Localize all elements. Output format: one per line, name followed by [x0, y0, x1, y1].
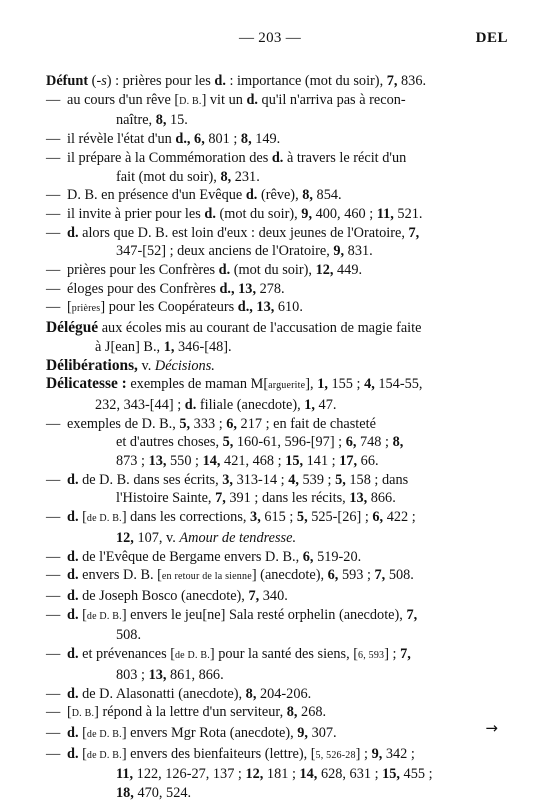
- text-run: 421, 468 ;: [220, 453, 286, 470]
- text-run: 7,: [386, 73, 398, 89]
- text-run: 7,: [400, 646, 411, 663]
- page-number: — 203 —: [238, 30, 302, 46]
- index-subentry: [46, 703, 500, 724]
- text-run: 158 ; dans: [345, 471, 409, 488]
- text-run: 347-[52] ; deux anciens de l'Oratoire,: [116, 243, 334, 260]
- index-subentry: [46, 130, 500, 149]
- text-run: 12,: [116, 529, 134, 546]
- text-run: 149.: [251, 131, 281, 148]
- text-run: : importance (mot du soir),: [225, 73, 387, 89]
- text-run: 400, 460 ;: [312, 205, 377, 222]
- text-run: 5, 526-28: [315, 749, 356, 761]
- text-run: D. B.: [179, 95, 202, 107]
- entry-line: [67, 91, 500, 112]
- text-run: 6, 593: [358, 650, 385, 662]
- text-run: (mot du soir),: [230, 262, 316, 279]
- text-run: d.: [184, 396, 197, 413]
- text-run: d.: [67, 224, 79, 241]
- text-run: aux écoles mis au courant de l'accusation de magie faite: [98, 320, 422, 337]
- entry-line: [67, 745, 500, 766]
- text-run: d., 13,: [219, 280, 257, 297]
- index-subentry: [46, 566, 500, 587]
- index-entry-head: [46, 72, 500, 91]
- text-run: 422 ;: [383, 509, 416, 526]
- text-run: filiale (anecdote),: [196, 396, 305, 413]
- text-run: 6,: [327, 567, 339, 584]
- text-run: 15.: [166, 112, 188, 129]
- text-run: 5,: [296, 509, 308, 526]
- text-run: D. B. en présence d'un Evêque: [67, 187, 246, 204]
- text-run: 204-206.: [256, 685, 312, 702]
- text-run: 12,: [315, 262, 334, 279]
- subentry-dash: —: [46, 724, 61, 741]
- index-subentry: [46, 508, 500, 547]
- text-run: de D. B.: [174, 650, 210, 662]
- text-run: 803 ;: [116, 666, 149, 683]
- text-run: 8,: [245, 685, 257, 702]
- subentry-dash: —: [46, 471, 61, 488]
- text-run: de D. B.: [86, 728, 122, 740]
- subentry-dash: —: [46, 646, 61, 663]
- text-run: 346-[48].: [174, 338, 232, 355]
- text-run: ] pour les Coopérateurs: [100, 299, 238, 316]
- text-run: Décisions.: [154, 357, 215, 374]
- text-run: exemples de maman M[: [126, 376, 269, 393]
- text-run: 4,: [288, 471, 299, 488]
- text-run: 8,: [392, 434, 404, 451]
- text-run: 8,: [155, 112, 167, 129]
- text-run: 13,: [148, 453, 167, 470]
- text-run: alors que D. B. est loin d'eux : deux jeunes de l'Oratoire,: [78, 224, 409, 241]
- text-run: 232, 343-[44] ;: [95, 396, 185, 413]
- index-subentry: [46, 261, 500, 280]
- text-run: d.: [67, 509, 79, 526]
- text-run: il révèle l'état d'un: [67, 131, 176, 148]
- text-run: d.: [67, 548, 79, 565]
- index-subentry: [46, 186, 500, 205]
- text-run: en retour de la sienne: [161, 571, 252, 583]
- text-run: il prépare à la Commémoration des: [67, 149, 272, 166]
- text-run: 6,: [226, 415, 237, 432]
- index-subentry: [46, 205, 500, 224]
- text-run: qu'il n'arriva pas à recon-: [257, 91, 406, 108]
- running-head: DEL: [475, 30, 508, 46]
- index-subentry: [46, 224, 500, 261]
- text-run: ] (anecdote),: [251, 567, 328, 584]
- entry-continuation-line: [67, 765, 500, 784]
- text-run: 6,: [345, 434, 357, 451]
- text-run: 154-55,: [374, 376, 423, 393]
- text-run: 333 ;: [190, 415, 227, 432]
- subentry-dash: —: [46, 131, 61, 148]
- text-run: 340.: [259, 587, 288, 604]
- continued-arrow-icon: →: [485, 719, 498, 737]
- entry-line: [67, 645, 500, 666]
- text-run: envers D. B. [: [78, 567, 162, 584]
- text-run: [: [67, 299, 72, 316]
- index-entry-head: [46, 357, 500, 376]
- subentry-dash: —: [46, 704, 61, 721]
- text-run: 155 ;: [327, 376, 365, 393]
- text-run: 278.: [256, 280, 285, 297]
- text-run: 861, 866.: [166, 666, 224, 683]
- text-run: 6,: [372, 509, 384, 526]
- text-run: Défunt: [46, 73, 89, 89]
- entry-line: [67, 205, 500, 224]
- text-run: exemples de D. B.,: [67, 415, 180, 432]
- index-subentry: [46, 91, 500, 130]
- text-run: 539 ;: [298, 471, 336, 488]
- text-run: 11,: [376, 205, 394, 222]
- text-run: ] envers Mgr Rota (anecdote),: [121, 724, 298, 741]
- text-run: 15,: [285, 453, 304, 470]
- index-subentry: [46, 149, 500, 186]
- entry-continuation-line: [67, 489, 500, 508]
- index-subentry: [46, 606, 500, 645]
- text-run: 4,: [364, 376, 375, 393]
- subentry-dash: —: [46, 280, 61, 297]
- entry-line: [67, 130, 500, 149]
- text-run: 11,: [116, 766, 134, 783]
- entry-continuation-line: [67, 111, 500, 130]
- text-run: de D. B.: [86, 749, 122, 761]
- text-run: 9,: [297, 724, 309, 741]
- text-run: ],: [305, 376, 318, 393]
- text-run: 141 ;: [303, 453, 340, 470]
- text-run: 15,: [382, 766, 400, 783]
- subentry-dash: —: [46, 567, 61, 584]
- text-run: (rêve),: [257, 187, 303, 204]
- index-subentry: [46, 415, 500, 471]
- text-run: 9,: [301, 205, 313, 222]
- entry-continuation-line: [67, 784, 500, 803]
- text-run: 8,: [302, 187, 313, 204]
- text-run: éloges pour des Confrères: [67, 280, 220, 297]
- entry-line: [46, 319, 500, 338]
- index-subentry: [46, 471, 500, 508]
- text-run: 7,: [406, 606, 418, 623]
- text-run: 748 ;: [356, 434, 393, 451]
- text-run: 519-20.: [313, 548, 362, 565]
- entry-continuation-line: [67, 666, 500, 685]
- text-run: d., 13,: [237, 299, 275, 316]
- text-run: d.: [214, 73, 226, 89]
- entry-line: [67, 606, 500, 627]
- text-run: d.: [204, 205, 216, 222]
- text-run: 66.: [357, 453, 379, 470]
- index-subentry: [46, 587, 500, 606]
- text-run: [: [78, 509, 87, 526]
- text-run: 8,: [220, 168, 232, 185]
- entry-line: [67, 280, 500, 299]
- text-run: 593 ;: [338, 567, 375, 584]
- text-run: (mot du soir),: [215, 205, 302, 222]
- text-run: 801 ;: [204, 131, 241, 148]
- subentry-dash: —: [46, 415, 61, 432]
- text-run: d.: [67, 587, 79, 604]
- subentry-dash: —: [46, 149, 61, 166]
- subentry-dash: —: [46, 745, 61, 762]
- text-run: 610.: [274, 299, 303, 316]
- index-entry-head: [46, 375, 500, 414]
- text-run: 7,: [248, 587, 260, 604]
- index-entry-head: [46, 319, 500, 356]
- entry-line: [67, 298, 500, 319]
- text-run: 455 ;: [399, 766, 433, 783]
- text-run: 313-14 ;: [233, 471, 289, 488]
- subentry-dash: —: [46, 548, 61, 565]
- text-run: ] dans les corrections,: [121, 509, 251, 526]
- entry-line: [67, 224, 500, 243]
- text-run: 14,: [299, 766, 318, 783]
- subentry-dash: —: [46, 509, 61, 526]
- entry-continuation-line: [46, 338, 500, 357]
- entry-line: [46, 375, 500, 396]
- text-run: et d'autres choses,: [116, 434, 223, 451]
- text-run: 13,: [148, 666, 167, 683]
- text-run: d.: [67, 724, 79, 741]
- text-run: l'Histoire Sainte,: [116, 490, 216, 507]
- subentry-dash: —: [46, 606, 61, 623]
- text-run: Délégué: [46, 319, 99, 337]
- text-run: ] ;: [355, 745, 372, 762]
- entry-line: [67, 724, 500, 745]
- text-run: ] vit un: [201, 91, 247, 108]
- text-run: de l'Evêque de Bergame envers D. B.,: [78, 548, 303, 565]
- text-run: arguerite: [268, 380, 306, 392]
- text-run: 7,: [215, 490, 226, 507]
- entry-line: [67, 471, 500, 490]
- text-run: d., 6,: [175, 131, 205, 148]
- index-subentry: [46, 745, 500, 803]
- subentry-dash: —: [46, 91, 61, 108]
- text-run: et prévenances [: [78, 646, 175, 663]
- text-run: 217 ; en fait de chasteté: [236, 415, 376, 432]
- text-run: 615 ;: [260, 509, 297, 526]
- text-run: 342 ;: [382, 745, 415, 762]
- text-run: 525-[26] ;: [307, 509, 373, 526]
- entry-continuation-line: [67, 168, 500, 187]
- text-run: -s: [96, 73, 107, 89]
- text-run: 831.: [344, 243, 373, 260]
- text-run: 47.: [314, 396, 337, 413]
- text-run: 9,: [333, 243, 345, 260]
- entry-continuation-line: [67, 433, 500, 452]
- index-subentry: [46, 280, 500, 299]
- text-run: 508.: [385, 567, 414, 584]
- text-run: 17,: [339, 453, 358, 470]
- entry-continuation-line: [67, 452, 500, 471]
- text-run: 12,: [245, 766, 264, 783]
- text-run: 508.: [116, 627, 142, 644]
- text-run: d.: [67, 471, 79, 488]
- text-run: 5,: [335, 471, 346, 488]
- text-run: de D. Alasonatti (anecdote),: [78, 685, 246, 702]
- text-run: 391 ; dans les récits,: [225, 490, 350, 507]
- subentry-dash: —: [46, 205, 61, 222]
- text-run: de D. B. dans ses écrits,: [78, 471, 223, 488]
- text-run: 231.: [231, 168, 260, 185]
- text-run: d.: [67, 646, 79, 663]
- text-run: ] envers des bienfaiteurs (lettre), [: [121, 745, 316, 762]
- page-header: [0, 30, 540, 50]
- text-run: Amour de tendresse.: [179, 529, 297, 546]
- text-run: 550 ;: [166, 453, 203, 470]
- index-subentry: [46, 298, 500, 319]
- text-run: d.: [246, 91, 258, 108]
- text-run: 866.: [367, 490, 396, 507]
- entry-line: [67, 508, 500, 529]
- text-run: Délibérations,: [46, 356, 138, 374]
- subentry-dash: —: [46, 262, 61, 279]
- index-subentry: [46, 685, 500, 704]
- text-run: 18,: [116, 785, 134, 802]
- text-run: 122, 126-27, 137 ;: [133, 766, 246, 783]
- text-run: de D. B.: [86, 610, 122, 622]
- text-run: 7,: [374, 567, 386, 584]
- text-run: d.: [67, 606, 79, 623]
- entry-continuation-line: [46, 396, 500, 415]
- entry-line: [46, 357, 500, 376]
- text-run: 14,: [202, 453, 221, 470]
- text-run: d.: [67, 745, 79, 762]
- text-run: 1,: [304, 396, 315, 413]
- text-run: d.: [218, 262, 231, 279]
- index-subentry: [46, 724, 500, 745]
- text-run: d.: [271, 149, 284, 166]
- text-run: 521.: [393, 205, 423, 222]
- text-run: de Joseph Bosco (anecdote),: [78, 587, 249, 604]
- text-run: 5,: [222, 434, 234, 451]
- entry-line: [67, 566, 500, 587]
- text-run: 7,: [408, 224, 420, 241]
- text-run: (: [88, 73, 97, 89]
- text-run: 1,: [317, 376, 328, 393]
- text-run: il invite à prier pour les: [67, 205, 205, 222]
- text-run: à travers le récit d'un: [283, 149, 407, 166]
- text-run: 873 ;: [116, 453, 149, 470]
- entry-continuation-line: [67, 242, 500, 261]
- text-run: à J[ean] B.,: [95, 338, 164, 355]
- subentry-dash: —: [46, 685, 61, 702]
- entry-line: [46, 72, 500, 91]
- text-run: 836.: [397, 73, 427, 89]
- entry-line: [67, 685, 500, 704]
- subentry-dash: —: [46, 587, 61, 604]
- text-run: v.: [137, 357, 155, 374]
- entry-line: [67, 548, 500, 567]
- text-run: 3,: [250, 509, 261, 526]
- text-run: [: [78, 745, 87, 762]
- subentry-dash: —: [46, 224, 61, 241]
- text-run: ] répond à la lettre d'un serviteur,: [94, 704, 287, 721]
- text-run: 470, 524.: [133, 785, 192, 802]
- text-run: 8,: [240, 131, 252, 148]
- text-run: Délicatesse :: [46, 375, 127, 393]
- entry-line: [67, 261, 500, 280]
- text-run: 854.: [312, 187, 342, 204]
- text-run: prières: [71, 303, 101, 315]
- entry-line: [67, 186, 500, 205]
- text-run: d.: [245, 187, 258, 204]
- text-run: [: [78, 606, 87, 623]
- text-run: [: [78, 724, 87, 741]
- entry-line: [67, 587, 500, 606]
- index-subentry: [46, 645, 500, 684]
- text-run: ] ;: [384, 646, 401, 663]
- entry-continuation-line: [67, 626, 500, 645]
- text-run: 13,: [349, 490, 368, 507]
- subentry-dash: —: [46, 299, 61, 316]
- text-run: 6,: [302, 548, 314, 565]
- entry-line: [67, 415, 500, 434]
- index-body: [46, 72, 500, 803]
- text-run: d.: [67, 685, 79, 702]
- text-run: ] pour la santé des siens, [: [209, 646, 359, 663]
- text-run: 181 ;: [263, 766, 300, 783]
- index-subentry: [46, 548, 500, 567]
- text-run: 8,: [286, 704, 298, 721]
- text-run: 3,: [222, 471, 234, 488]
- entry-line: [67, 703, 500, 724]
- text-run: fait (mot du soir),: [116, 168, 221, 185]
- text-run: [: [67, 704, 72, 721]
- text-run: au cours d'un rêve [: [67, 91, 180, 108]
- text-run: de D. B.: [86, 513, 122, 525]
- text-run: naître,: [116, 112, 156, 129]
- text-run: 1,: [163, 338, 175, 355]
- text-run: ) : prières pour les: [106, 73, 215, 89]
- text-run: d.: [67, 567, 79, 584]
- entry-line: [67, 149, 500, 168]
- text-run: 628, 631 ;: [317, 766, 383, 783]
- subentry-dash: —: [46, 187, 61, 204]
- text-run: 268.: [297, 704, 327, 721]
- text-run: 107, v.: [133, 529, 180, 546]
- text-run: 9,: [371, 745, 383, 762]
- text-run: D. B.: [71, 708, 95, 720]
- text-run: prières pour les Confrères: [67, 262, 219, 279]
- text-run: 5,: [179, 415, 191, 432]
- text-run: ] envers le jeu[ne] Sala resté orphelin (anecdote),: [121, 606, 407, 623]
- text-run: 449.: [333, 262, 363, 279]
- text-run: 307.: [308, 724, 337, 741]
- text-run: 160-61, 596-[97] ;: [233, 434, 346, 451]
- entry-continuation-line: [67, 529, 500, 548]
